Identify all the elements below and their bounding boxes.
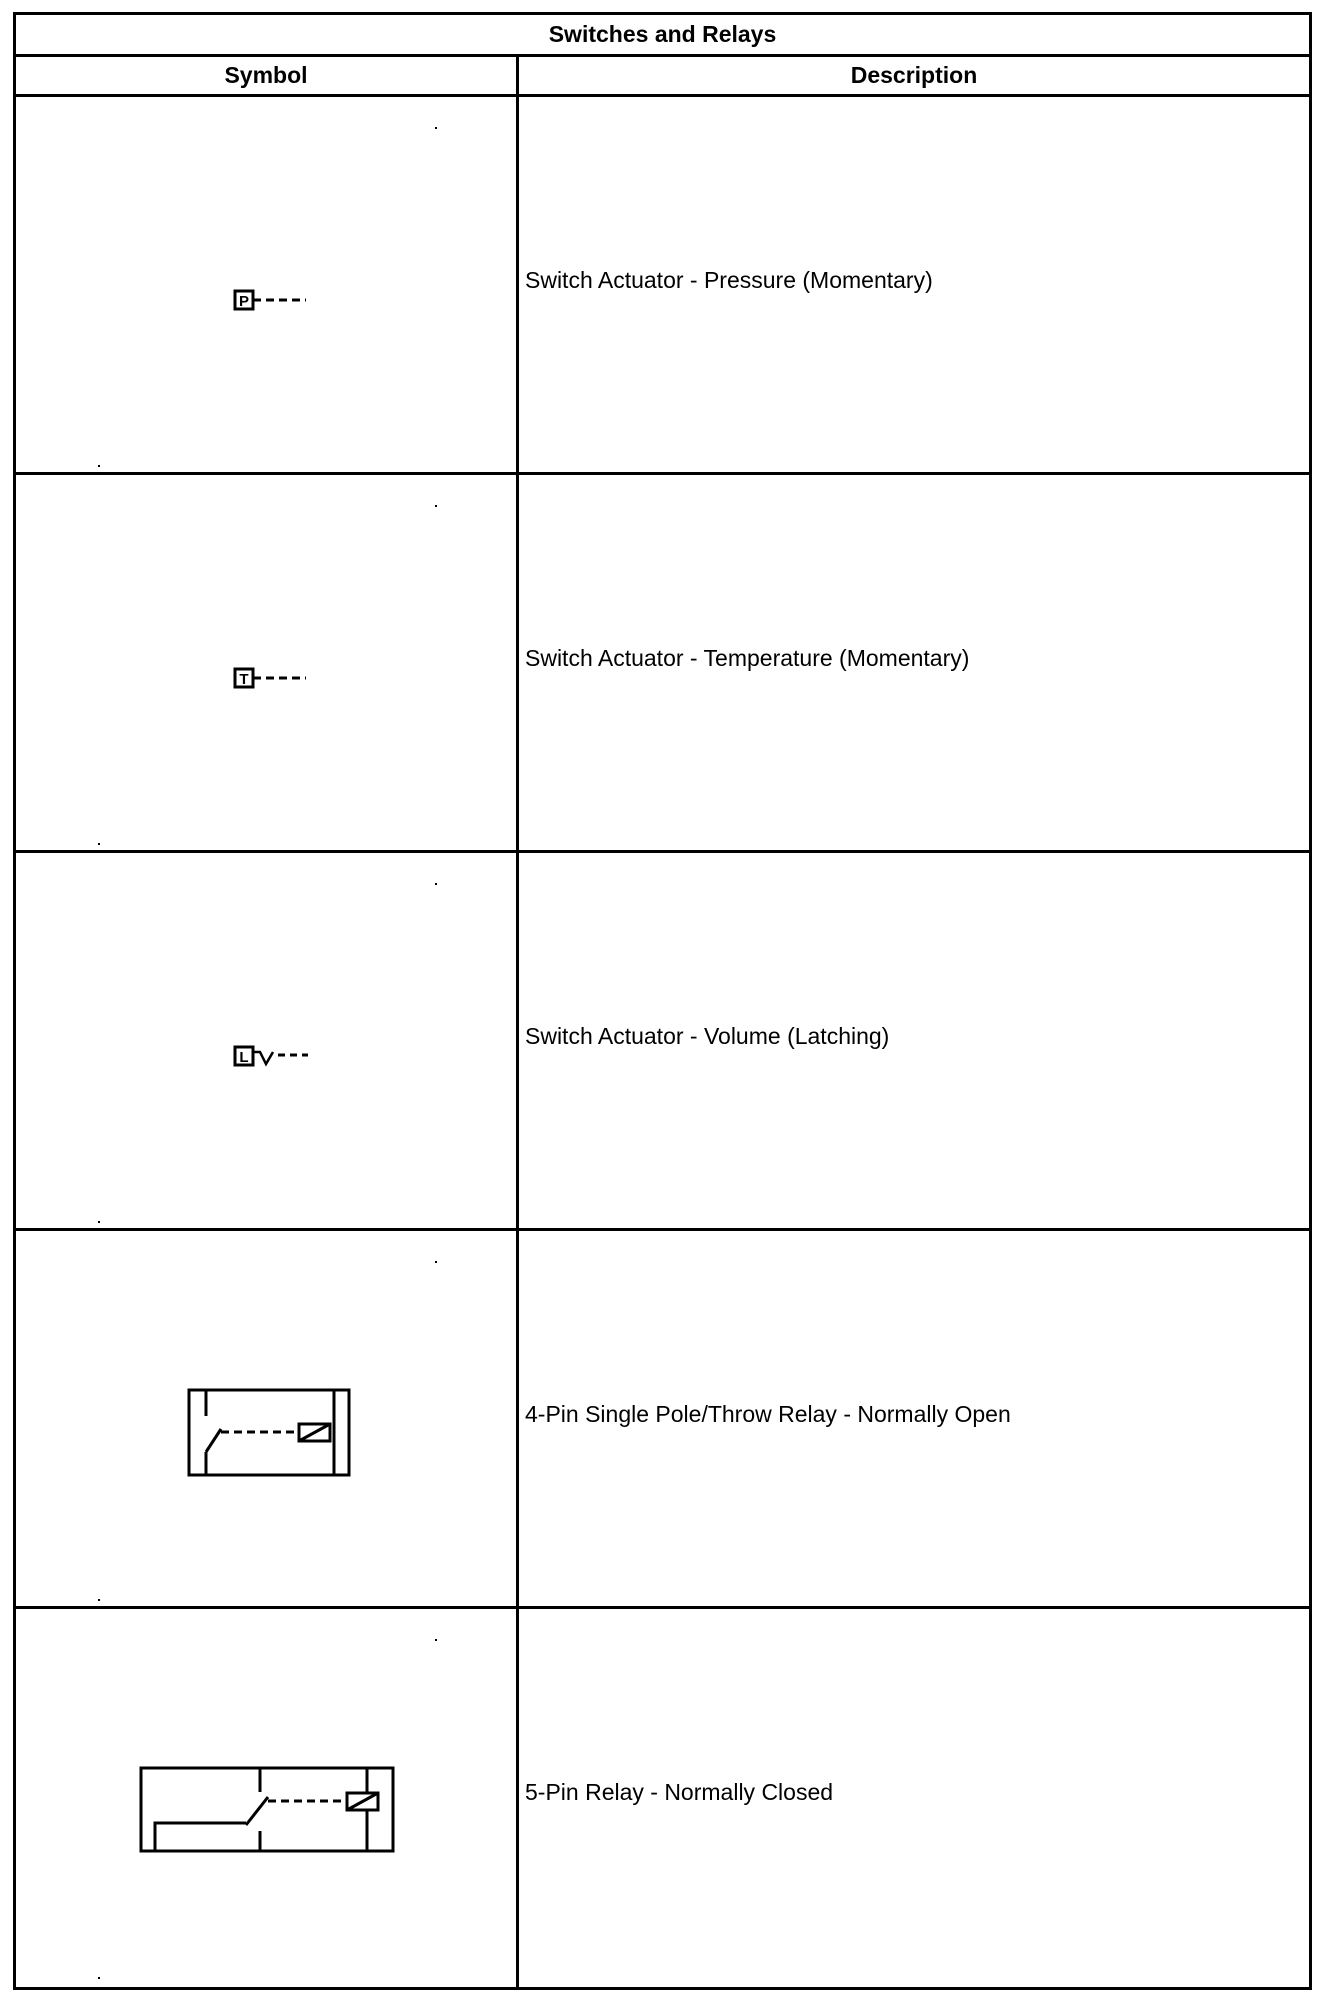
- table-body: [16, 97, 1309, 1987]
- description-text: 4-Pin Single Pole/Throw Relay - Normally Open: [525, 1401, 1011, 1427]
- symbol-letter: P: [238, 293, 250, 310]
- table-row: [16, 853, 1309, 1231]
- header-row: [16, 57, 1309, 97]
- temperature-switch-actuator-icon: [16, 475, 516, 853]
- description-text: Switch Actuator - Temperature (Momentary): [525, 645, 970, 671]
- symbol-cell: [16, 97, 519, 472]
- 4-pin-relay-normally-open-icon: [16, 1231, 516, 1609]
- description-cell: [519, 97, 1309, 472]
- description-text: 5-Pin Relay - Normally Closed: [525, 1779, 834, 1805]
- table-row: [16, 1609, 1309, 1987]
- description-cell: [519, 1609, 1309, 1987]
- description-text: Switch Actuator - Pressure (Momentary): [525, 267, 933, 293]
- description-cell: [519, 475, 1309, 850]
- symbol-cell: [16, 853, 519, 1228]
- symbol-letter: L: [239, 1049, 249, 1066]
- table-row: [16, 97, 1309, 475]
- 5-pin-relay-normally-closed-icon: [16, 1609, 516, 1987]
- table-title: Switches and Relays: [16, 15, 1309, 57]
- symbol-cell: [16, 1609, 519, 1987]
- symbol-table: [13, 12, 1312, 1990]
- pressure-switch-actuator-icon: [16, 97, 516, 475]
- table-row: [16, 1231, 1309, 1609]
- description-cell: [519, 853, 1309, 1228]
- symbol-cell: [16, 1231, 519, 1606]
- volume-switch-actuator-icon: [16, 853, 516, 1231]
- symbol-column-header: Symbol: [16, 57, 519, 94]
- description-text: Switch Actuator - Volume (Latching): [525, 1023, 890, 1049]
- symbol-letter: T: [239, 671, 249, 688]
- description-cell: [519, 1231, 1309, 1606]
- symbol-cell: [16, 475, 519, 850]
- description-column-header: Description: [850, 62, 978, 88]
- table-row: [16, 475, 1309, 853]
